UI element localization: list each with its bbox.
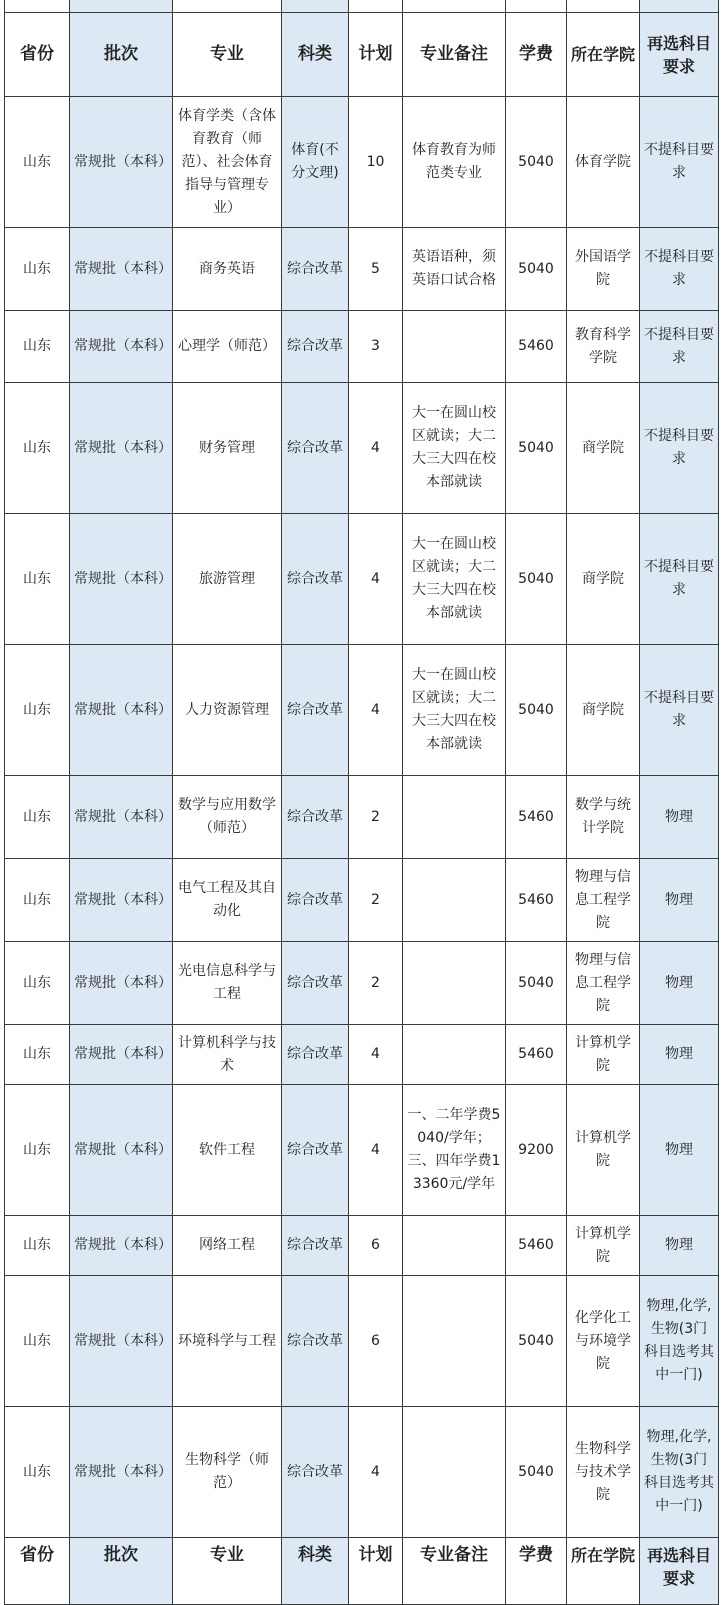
cell-major: 旅游管理 — [173, 514, 282, 645]
cell-fee: 5460 — [506, 776, 567, 859]
cell-batch: 常规批（本科） — [70, 1216, 173, 1276]
cell-plan: 5 — [349, 228, 403, 311]
cell-category: 综合改革 — [282, 383, 349, 514]
cell-category: 综合改革 — [282, 942, 349, 1025]
cell-plan: 4 — [349, 383, 403, 514]
cell-note — [403, 1216, 506, 1276]
cell-requirement: 物理 — [640, 859, 719, 942]
cell-plan: 4 — [349, 1025, 403, 1085]
cell-batch: 常规批（本科） — [70, 1276, 173, 1407]
cell-college: 计算机学院 — [567, 1025, 640, 1085]
table-row — [5, 228, 719, 311]
cell-major: 生物科学（师范） — [173, 1407, 282, 1538]
cell-batch: 常规批（本科） — [70, 97, 173, 228]
cell-fee: 5460 — [506, 311, 567, 383]
cell-province: 山东 — [5, 859, 70, 942]
cell-fee: 5040 — [506, 1276, 567, 1407]
cell-requirement: 不提科目要求 — [640, 311, 719, 383]
cell-province: 山东 — [5, 1276, 70, 1407]
cell-college: 化学化工与环境学院 — [567, 1276, 640, 1407]
cell-province: 山东 — [5, 942, 70, 1025]
cell-category: 综合改革 — [282, 1025, 349, 1085]
cell-note: 大一在圆山校区就读；大二大三大四在校本部就读 — [403, 645, 506, 776]
cell-batch: 常规批（本科） — [70, 383, 173, 514]
header-category: 科类 — [282, 13, 349, 97]
cell-requirement: 不提科目要求 — [640, 97, 719, 228]
cell-major: 体育学类（含体育教育（师范）、社会体育指导与管理专业） — [173, 97, 282, 228]
cell-plan: 4 — [349, 514, 403, 645]
cell-category: 体育(不分文理) — [282, 97, 349, 228]
cell-college: 商学院 — [567, 383, 640, 514]
cell-college: 体育学院 — [567, 97, 640, 228]
cell-batch: 常规批（本科） — [70, 1085, 173, 1216]
cell-note — [403, 1276, 506, 1407]
table-row — [5, 97, 719, 228]
cell-batch: 常规批（本科） — [70, 645, 173, 776]
cell-college: 教育科学学院 — [567, 311, 640, 383]
cell-requirement: 物理 — [640, 776, 719, 859]
cell-batch: 常规批（本科） — [70, 859, 173, 942]
cell-fee: 5460 — [506, 1025, 567, 1085]
cell-college: 物理与信息工程学院 — [567, 859, 640, 942]
header-college: 所在学院 — [567, 13, 640, 97]
header-fee: 学费 — [506, 13, 567, 97]
cell-batch: 常规批（本科） — [70, 1407, 173, 1538]
cell-major: 财务管理 — [173, 383, 282, 514]
table-row — [5, 311, 719, 383]
cell-requirement: 物理,化学,生物(3门科目选考其中一门) — [640, 1407, 719, 1538]
table-row — [5, 1085, 719, 1216]
cell-note: 大一在圆山校区就读；大二大三大四在校本部就读 — [403, 383, 506, 514]
cell-plan: 2 — [349, 859, 403, 942]
header-row-repeat — [5, 1538, 719, 1605]
cell-requirement: 物理,化学,生物(3门科目选考其中一门) — [640, 1276, 719, 1407]
cell-province: 山东 — [5, 514, 70, 645]
cell-major: 人力资源管理 — [173, 645, 282, 776]
cell-category: 综合改革 — [282, 645, 349, 776]
cell-note — [403, 776, 506, 859]
cell-major: 光电信息科学与工程 — [173, 942, 282, 1025]
header-plan: 计划 — [349, 13, 403, 97]
cell-fee: 5040 — [506, 383, 567, 514]
header-repeat-major: 专业 — [173, 1538, 282, 1605]
cell-province: 山东 — [5, 1216, 70, 1276]
header-repeat-batch: 批次 — [70, 1538, 173, 1605]
cell-major: 心理学（师范） — [173, 311, 282, 383]
cell-requirement: 不提科目要求 — [640, 383, 719, 514]
cell-category: 综合改革 — [282, 776, 349, 859]
table-row — [5, 859, 719, 942]
cell-category: 综合改革 — [282, 1407, 349, 1538]
cell-fee: 5460 — [506, 1216, 567, 1276]
header-note: 专业备注 — [403, 13, 506, 97]
cell-note — [403, 1407, 506, 1538]
cell-note: 一、二年学费5040/学年；三、四年学费13360元/学年 — [403, 1085, 506, 1216]
cell-plan: 4 — [349, 1085, 403, 1216]
cell-plan: 2 — [349, 776, 403, 859]
table-row — [5, 1216, 719, 1276]
table-row — [5, 942, 719, 1025]
table-row — [5, 1276, 719, 1407]
cell-category: 综合改革 — [282, 1276, 349, 1407]
table-top-stub — [5, 0, 719, 13]
cell-note — [403, 942, 506, 1025]
cell-college: 商学院 — [567, 645, 640, 776]
cell-plan: 2 — [349, 942, 403, 1025]
table-row — [5, 383, 719, 514]
cell-college: 数学与统计学院 — [567, 776, 640, 859]
cell-fee: 5040 — [506, 942, 567, 1025]
cell-college: 商学院 — [567, 514, 640, 645]
cell-plan: 4 — [349, 645, 403, 776]
cell-province: 山东 — [5, 1085, 70, 1216]
cell-category: 综合改革 — [282, 1085, 349, 1216]
header-repeat-category: 科类 — [282, 1538, 349, 1605]
cell-batch: 常规批（本科） — [70, 1025, 173, 1085]
cell-fee: 5040 — [506, 1407, 567, 1538]
table-body — [5, 0, 719, 1605]
cell-major: 计算机科学与技术 — [173, 1025, 282, 1085]
cell-plan: 4 — [349, 1407, 403, 1538]
header-major: 专业 — [173, 13, 282, 97]
cell-fee: 5040 — [506, 228, 567, 311]
cell-plan: 10 — [349, 97, 403, 228]
cell-college: 物理与信息工程学院 — [567, 942, 640, 1025]
cell-province: 山东 — [5, 97, 70, 228]
admission-plan-table — [4, 0, 719, 1605]
cell-requirement: 不提科目要求 — [640, 228, 719, 311]
cell-fee: 5040 — [506, 97, 567, 228]
table-row — [5, 514, 719, 645]
cell-major: 电气工程及其自动化 — [173, 859, 282, 942]
cell-category: 综合改革 — [282, 514, 349, 645]
cell-note: 英语语种，须英语口试合格 — [403, 228, 506, 311]
cell-requirement: 物理 — [640, 1025, 719, 1085]
cell-fee: 5040 — [506, 514, 567, 645]
cell-major: 商务英语 — [173, 228, 282, 311]
cell-major: 网络工程 — [173, 1216, 282, 1276]
cell-requirement: 不提科目要求 — [640, 645, 719, 776]
cell-batch: 常规批（本科） — [70, 514, 173, 645]
cell-major: 数学与应用数学（师范） — [173, 776, 282, 859]
cell-category: 综合改革 — [282, 228, 349, 311]
cell-note: 体育教育为师范类专业 — [403, 97, 506, 228]
cell-plan: 6 — [349, 1216, 403, 1276]
header-batch: 批次 — [70, 13, 173, 97]
cell-category: 综合改革 — [282, 311, 349, 383]
header-repeat-province: 省份 — [5, 1538, 70, 1605]
cell-province: 山东 — [5, 1025, 70, 1085]
table-row — [5, 776, 719, 859]
cell-note: 大一在圆山校区就读；大二大三大四在校本部就读 — [403, 514, 506, 645]
cell-fee: 5460 — [506, 859, 567, 942]
cell-college: 计算机学院 — [567, 1216, 640, 1276]
cell-requirement: 物理 — [640, 1085, 719, 1216]
cell-batch: 常规批（本科） — [70, 228, 173, 311]
cell-province: 山东 — [5, 383, 70, 514]
cell-college: 生物科学与技术学院 — [567, 1407, 640, 1538]
header-repeat-requirement: 再选科目要求 — [640, 1538, 719, 1605]
cell-batch: 常规批（本科） — [70, 776, 173, 859]
cell-major: 环境科学与工程 — [173, 1276, 282, 1407]
header-repeat-college: 所在学院 — [567, 1538, 640, 1605]
cell-major: 软件工程 — [173, 1085, 282, 1216]
table-row — [5, 645, 719, 776]
header-requirement: 再选科目要求 — [640, 13, 719, 97]
cell-requirement: 物理 — [640, 1216, 719, 1276]
cell-requirement: 物理 — [640, 942, 719, 1025]
cell-province: 山东 — [5, 311, 70, 383]
cell-category: 综合改革 — [282, 859, 349, 942]
header-province: 省份 — [5, 13, 70, 97]
cell-plan: 6 — [349, 1276, 403, 1407]
cell-plan: 3 — [349, 311, 403, 383]
table-row — [5, 1025, 719, 1085]
cell-province: 山东 — [5, 228, 70, 311]
cell-batch: 常规批（本科） — [70, 942, 173, 1025]
table-row — [5, 1407, 719, 1538]
header-repeat-fee: 学费 — [506, 1538, 567, 1605]
header-row — [5, 13, 719, 97]
cell-province: 山东 — [5, 776, 70, 859]
cell-note — [403, 311, 506, 383]
cell-fee: 9200 — [506, 1085, 567, 1216]
header-repeat-plan: 计划 — [349, 1538, 403, 1605]
cell-province: 山东 — [5, 645, 70, 776]
cell-college: 外国语学院 — [567, 228, 640, 311]
cell-province: 山东 — [5, 1407, 70, 1538]
cell-requirement: 不提科目要求 — [640, 514, 719, 645]
cell-college: 计算机学院 — [567, 1085, 640, 1216]
cell-note — [403, 1025, 506, 1085]
cell-note — [403, 859, 506, 942]
cell-category: 综合改革 — [282, 1216, 349, 1276]
header-repeat-note: 专业备注 — [403, 1538, 506, 1605]
cell-batch: 常规批（本科） — [70, 311, 173, 383]
cell-fee: 5040 — [506, 645, 567, 776]
